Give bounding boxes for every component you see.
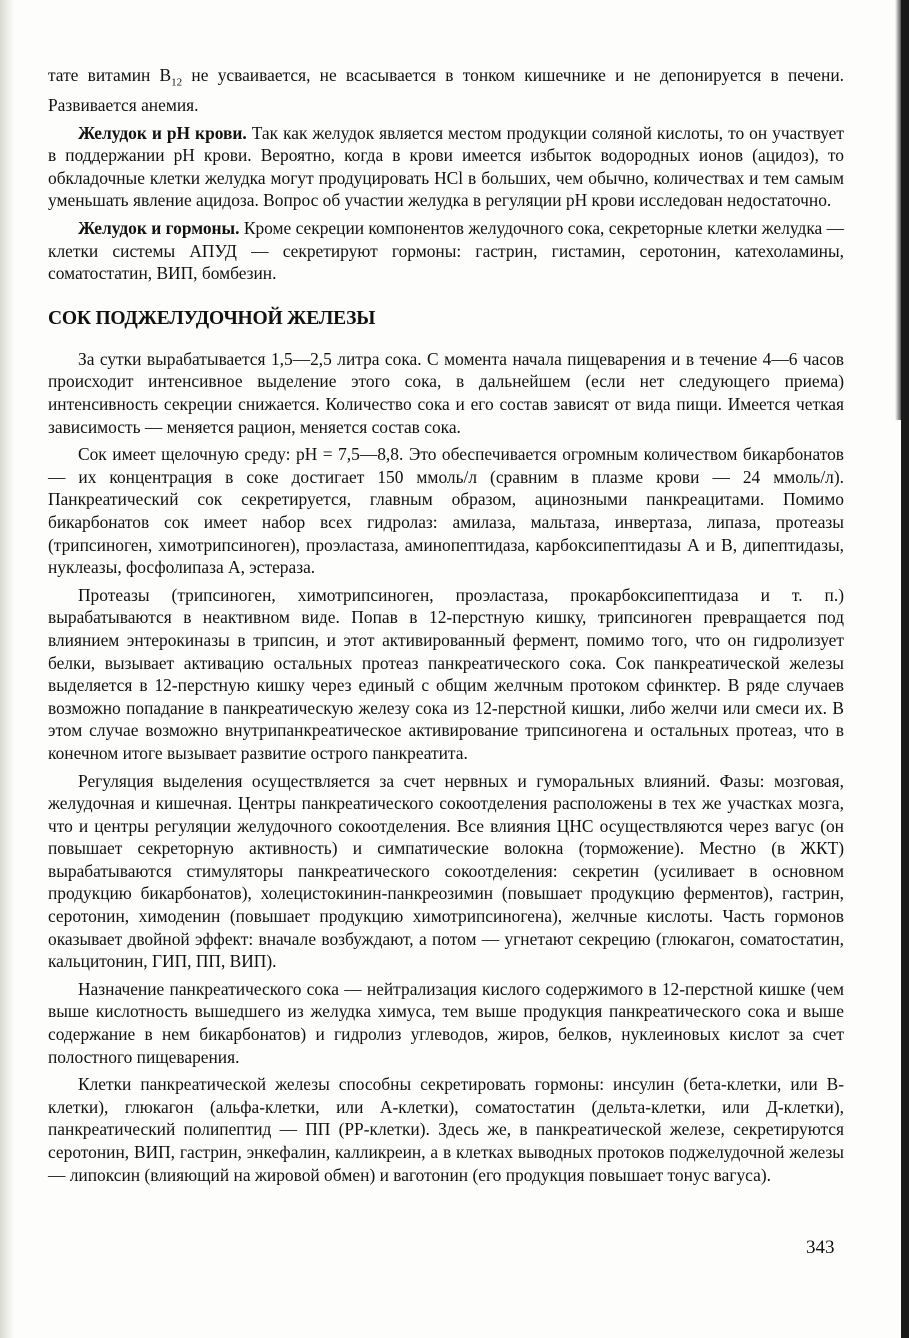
paragraph: Протеазы (трипсиноген, химотрипсиноген, проэластаза, прокарбоксипептидаза и т. п.) вырабатываются в неактивном виде. Попав в 12-перстную кишку, трипсиноген превращается под влиянием энтерокиназы в трипсин, и этот активированный фермент, помимо того, что он гидролизует белки, вызывает активацию остальных протеаз панкреатического сока. Сок панкреатической железы выделяется в 12-перстную кишку через единый с общим желчным протоком сфинктер. В ряде случаев возможно попадание в панкреатическую железу сока из 12-перстной кишки, либо желчи или смеси их. В этом случае возможно внутрипанкреатическое активирование трипсиногена и остальных протеаз, что в конечном итоге вызывает развитие острого панкреатита. bbox=[48, 584, 844, 763]
text-run: Так как желудок является местом продукции соляной кислоты, то он участвует в поддержании pH крови. Вероятно, когда в крови имеется избыток водородных ионов (ацидоз), то обкладочные клетки желудка могут продуцировать HCl в больших, чем обычно, количествах и тем самым уменьшать явление ацидоза. Вопрос об участии желудка в регуляции pH крови исследован недостаточно. bbox=[48, 122, 845, 211]
page-body bbox=[48, 64, 844, 1186]
text-run: Кроме секреции компонентов желудочного сока, секреторные клетки желудка — клетки системы АПУД — секретируют гормоны: гастрин, гистамин, серотонин, катехоламины, соматостатин, ВИП, бомбезин. bbox=[48, 218, 844, 284]
scan-shadow-left bbox=[0, 0, 14, 1338]
text-run: не усваивается, не всасывается в тонком кишечнике и не депонируется в печени. Развивается анемия. bbox=[48, 65, 844, 116]
paragraph-stomach-ph bbox=[48, 122, 844, 212]
paragraph-lead: Желудок и гормоны. bbox=[78, 218, 240, 239]
paragraph: За сутки вырабатывается 1,5—2,5 литра сока. С момента начала пищеварения и в течение 4—6 часов происходит интенсивное выделение этого сока, в дальнейшем (если нет следующего приема) интенсивность секреции снижается. Количество сока и его состав зависят от вида пищи. Имеется четкая зависимость — меняется рацион, меняется состав сока. bbox=[48, 348, 844, 437]
section-heading: СОК ПОДЖЕЛУДОЧНОЙ ЖЕЛЕЗЫ bbox=[48, 307, 376, 329]
paragraph-stomach-hormones bbox=[48, 217, 844, 285]
page-number: 343 bbox=[806, 1237, 835, 1258]
subscript: 12 bbox=[171, 76, 183, 89]
text-run: тате витамин B bbox=[48, 65, 172, 85]
paragraph: Сок имеет щелочную среду: pH = 7,5—8,8. Это обеспечивается огромным количеством бикарбонатов — их концентрация в соке достигает 150 ммоль/л (сравним в плазме крови — 24 ммоль/л). Панкреатический сок секретируется, главным образом, ацинозными панкреацитами. Помимо бикарбонатов сок имеет набор всех гидролаз: амилаза, мальтаза, инвертаза, липаза, протеазы (трипсиноген, химотрипсиноген), проэластаза, аминопептидаза, карбоксипептидазы А и В, дипептидазы, нуклеазы, фосфолипаза А, эстераза. bbox=[48, 444, 844, 578]
scan-edge-right bbox=[901, 0, 909, 1338]
paragraph-lead: Желудок и pH крови. bbox=[78, 122, 247, 143]
paragraph: Клетки панкреатической железы способны секретировать гормоны: инсулин (бета-клетки, или В-клетки), глюкагон (альфа-клетки, или А-клетки), соматостатин (дельта-клетки, или Д-клетки), панкреатический полипептид — ПП (РР-клетки). Здесь же, в панкреатической железе, секретируются серотонин, ВИП, гастрин, энкефалин, калликреин, а в клетках выводных протоков поджелудочной железы — липоксин (влияющий на жировой обмен) и ваготонин (его продукция повышает тонус вагуса). bbox=[48, 1074, 844, 1185]
paragraph-vitamin-b12 bbox=[48, 64, 844, 117]
paragraph: Регуляция выделения осуществляется за счет нервных и гуморальных влияний. Фазы: мозговая, желудочная и кишечная. Центры панкреатического сокоотделения расположены в тех же участках мозга, что и центры регуляции желудочного сокоотделения. Все влияния ЦНС осуществляются через вагус (он повышает секреторную активность) и симпатические волокна (торможение). Местно (в ЖКТ) вырабатываются стимуляторы панкреатического сокоотделения: секретин (усиливает в основном продукцию бикарбонатов), холецистокинин-панкреозимин (повышает продукцию ферментов), гастрин, серотонин, химоденин (повышает продукцию химотрипсиногена), желчные кислоты. Часть гормонов оказывает двойной эффект: вначале возбуждают, а потом — угнетают секрецию (глюкагон, соматостатин, кальцитонин, ГИП, ПП, ВИП). bbox=[48, 770, 844, 972]
paragraph: Назначение панкреатического сока — нейтрализация кислого содержимого в 12-перстной кишке (чем выше кислотность вышедшего из желудка химуса, тем выше продукция панкреатического сока и выше содержание в нем бикарбонатов) и гидролиз углеводов, жиров, белков, нуклеиновых кислот за счет полостного пищеварения. bbox=[48, 978, 844, 1067]
